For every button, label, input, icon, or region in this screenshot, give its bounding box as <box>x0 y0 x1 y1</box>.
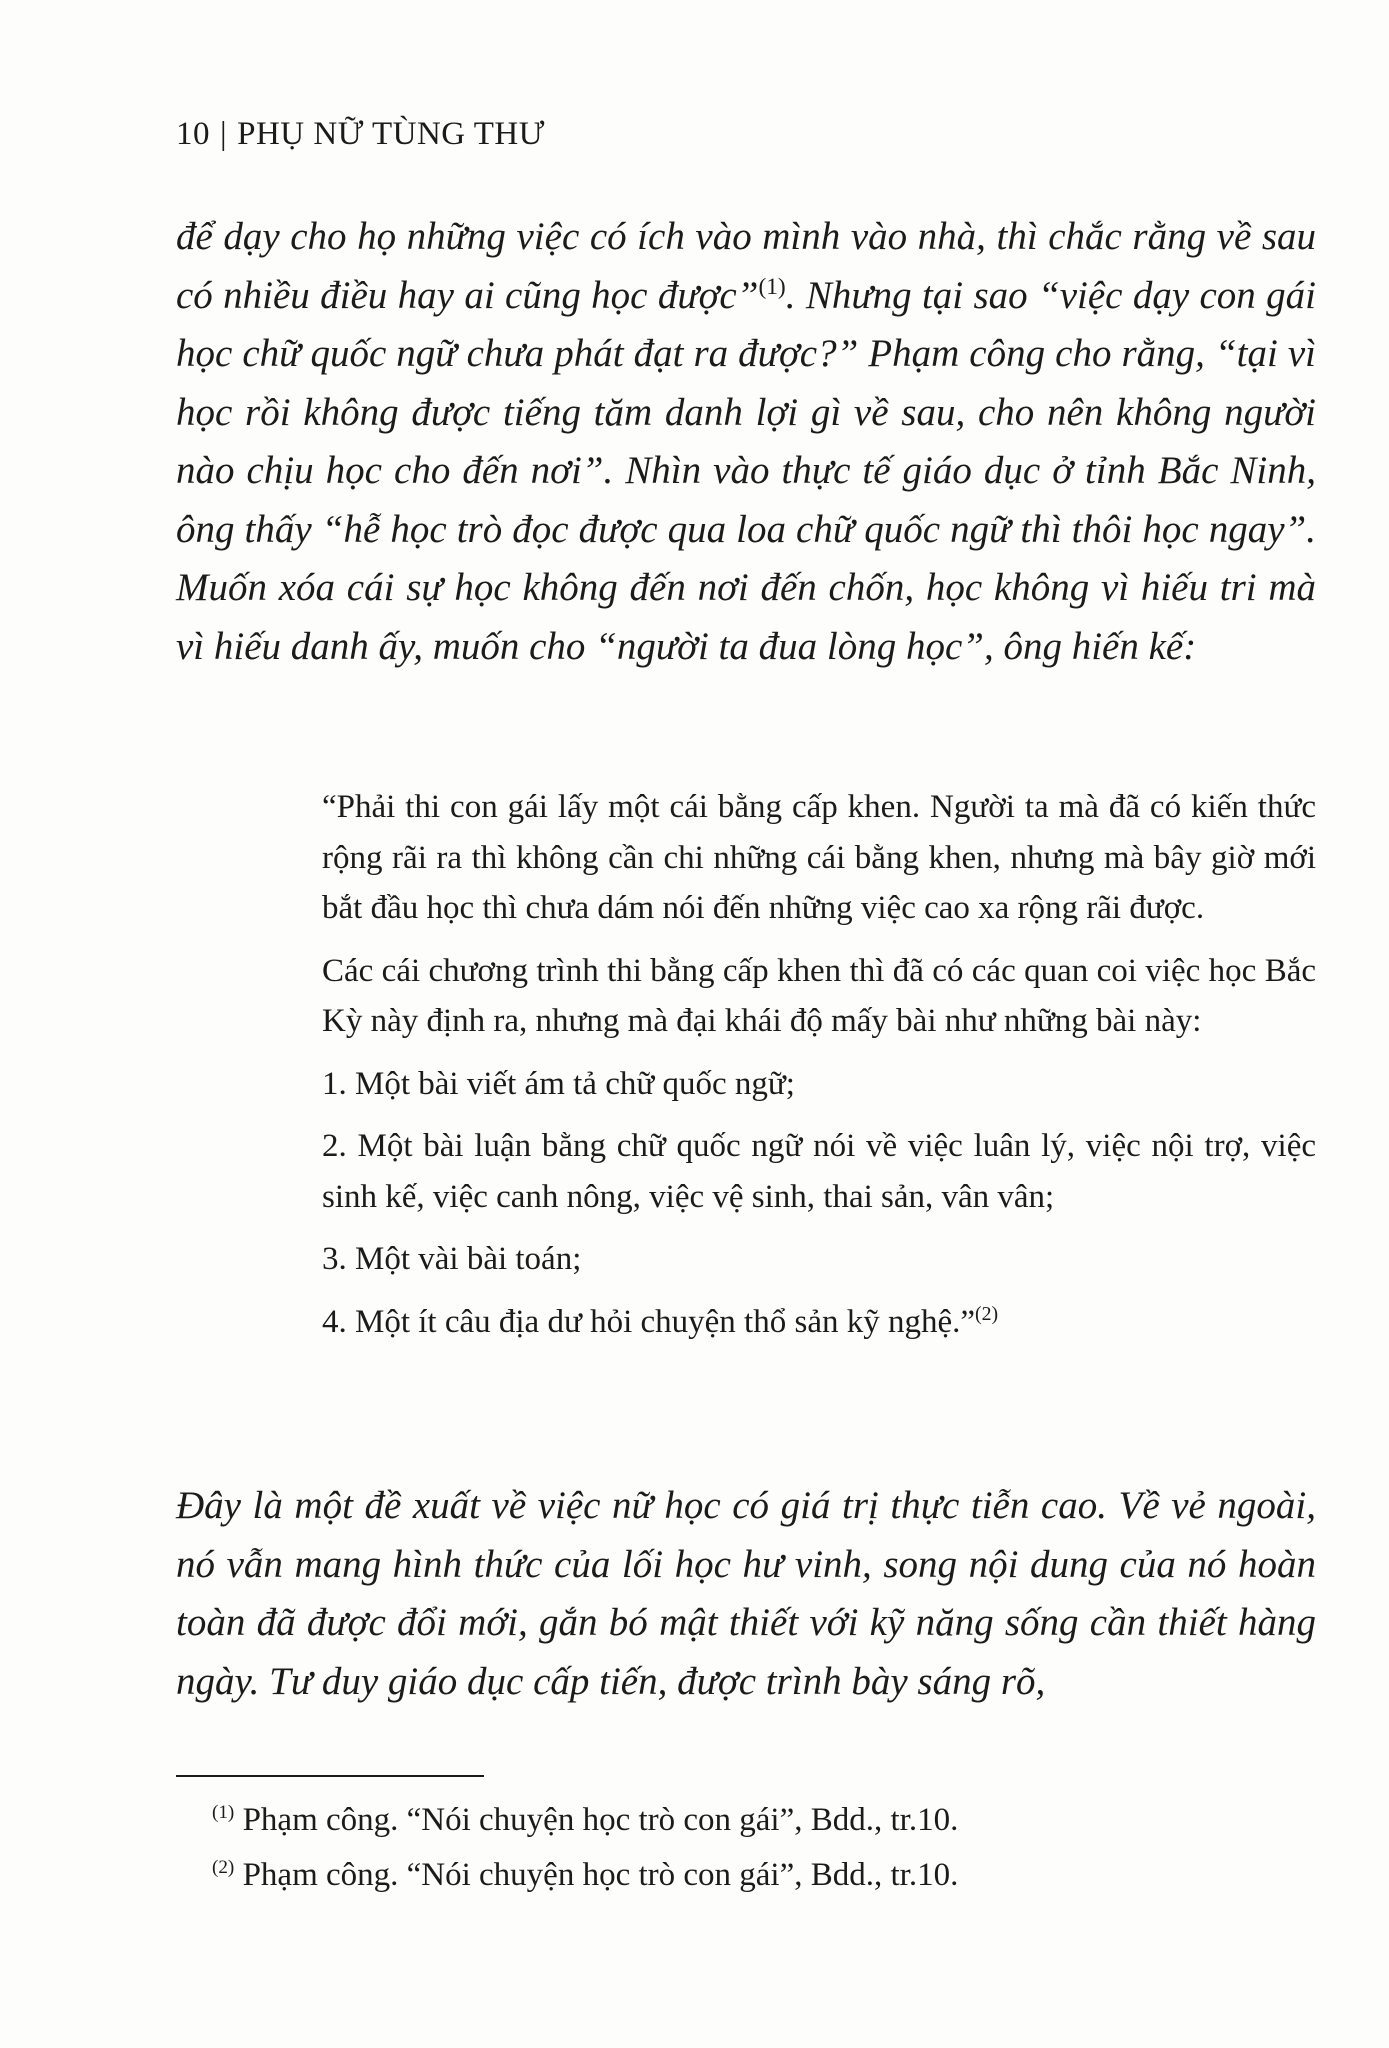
paragraph-text: . Nhưng tại sao “việc dạy con gái học chữ quốc ngữ chưa phát đạt ra được?” Phạm công cho rằng, “tại vì học rồi không được tiếng tăm danh lợi gì về sau, cho nên không người nào chịu học cho đến nơi”. Nhìn vào thực tế giáo dục ở tỉnh Bắc Ninh, ông thấy “hễ học trò đọc được qua loa chữ quốc ngữ thì thôi học ngay”. Muốn xóa cái sự học không đến nơi đến chốn, học không vì hiếu tri mà vì hiếu danh ấy, muốn cho “người ta đua lòng học”, ông hiến kế: <box>176 273 1316 668</box>
list-item-text: 4. Một ít câu địa dư hỏi chuyện thổ sản kỹ nghệ.” <box>322 1303 976 1340</box>
footnote-divider <box>176 1775 484 1777</box>
header-separator: | <box>220 116 228 152</box>
quote-paragraph-2: Các cái chương trình thi bằng cấp khen thì đã có các quan coi việc học Bắc Kỳ này định ra, nhưng mà đại khái độ mấy bài như những bài này: <box>322 952 1316 1039</box>
footnote-reference-1: (1) <box>758 273 786 300</box>
footnotes <box>212 1793 1312 1903</box>
page-number: 10 <box>176 116 210 152</box>
footnote-text: Phạm công. “Nói chuyện học trò con gái”, Bdd., tr.10. <box>234 1802 959 1838</box>
quote-list-item-last <box>322 1297 1316 1348</box>
quote-list-item: 1. Một bài viết ám tả chữ quốc ngữ; <box>322 1065 795 1102</box>
quote-list-item: 3. Một vài bài toán; <box>322 1241 582 1277</box>
footnote-reference-2: (2) <box>975 1302 999 1325</box>
footnote-mark: (2) <box>212 1857 235 1878</box>
block-quote <box>322 782 1316 1359</box>
footnote-text: Phạm công. “Nói chuyện học trò con gái”, Bdd., tr.10. <box>234 1857 959 1893</box>
quote-paragraph-1: “Phải thi con gái lấy một cái bằng cấp khen. Người ta mà đã có kiến thức rộng rãi ra thì không cần chi những cái bằng khen, nhưng mà bây giờ mới bắt đầu học thì chưa dám nói đến những việc cao xa rộng rãi được. <box>322 789 1316 926</box>
paragraph-text: để dạy cho họ những việc có ích vào mình vào nhà, thì chắc rằng về sau có nhiều điều hay ai cũng học được” <box>176 215 1316 317</box>
body-paragraph-2: Đây là một đề xuất về việc nữ học có giá trị thực tiễn cao. Về vẻ ngoài, nó vẫn mang hình thức của lối học hư vinh, song nội dung của nó hoàn toàn đã được đổi mới, gắn bó mật thiết với kỹ năng sống cần thiết hàng ngày. Tư duy giáo dục cấp tiến, được trình bày sáng rõ, <box>176 1484 1316 1703</box>
running-header <box>176 116 545 153</box>
body-paragraph-1 <box>176 208 1316 676</box>
footnote <box>212 1848 1312 1903</box>
footnote <box>212 1793 1312 1848</box>
book-title: PHỤ NỮ TÙNG THƯ <box>237 116 545 152</box>
quote-list-item: 2. Một bài luận bằng chữ quốc ngữ nói về việc luân lý, việc nội trợ, việc sinh kế, việc canh nông, việc vệ sinh, thai sản, vân vân; <box>322 1128 1316 1215</box>
footnote-mark: (1) <box>212 1802 235 1823</box>
